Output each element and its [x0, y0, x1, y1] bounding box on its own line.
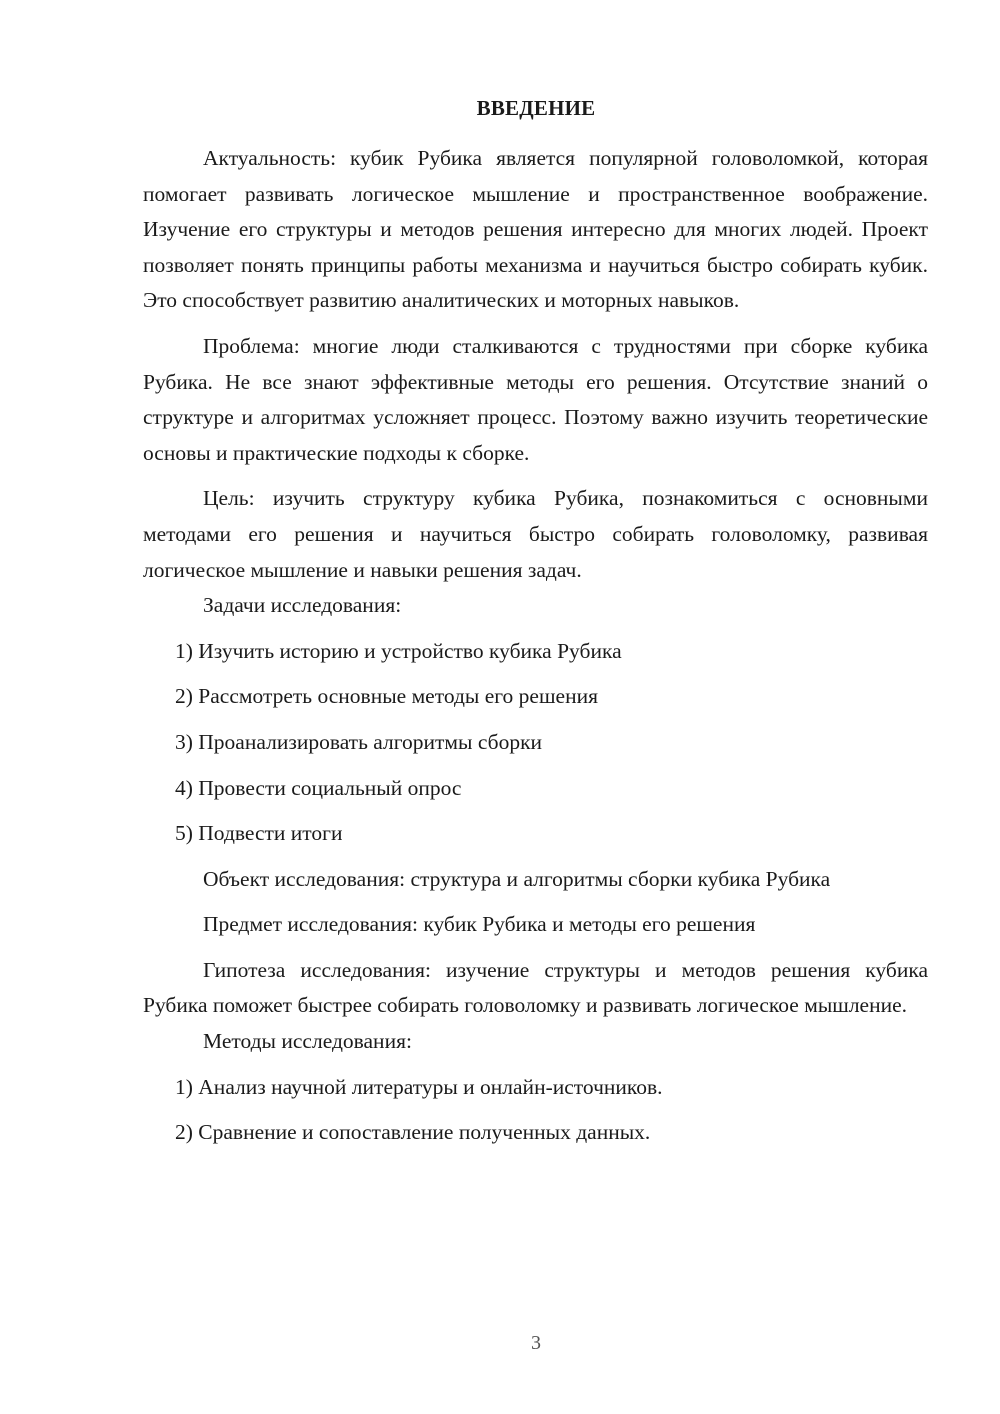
tasks-heading: Задачи исследования:: [203, 593, 402, 618]
task-item-2: 2) Рассмотреть основные методы его решения: [175, 684, 598, 709]
method-item-2: 2) Сравнение и сопоставление полученных данных.: [175, 1120, 651, 1145]
section-title: ВВЕДЕНИЕ: [476, 96, 596, 120]
task-item-5: 5) Подвести итоги: [175, 821, 343, 846]
methods-heading: Методы исследования:: [203, 1029, 412, 1054]
page-number: 3: [531, 1332, 541, 1354]
goal-paragraph: Цель: изучить структуру кубика Рубика, познакомиться с основными методами его решения и научиться быстро собирать головоломку, развивая логическое мышление и навыки решения задач.: [143, 486, 928, 582]
problem-paragraph: Проблема: многие люди сталкиваются с трудностями при сборке кубика Рубика. Не все знают эффективные методы его решения. Отсутствие знаний о структуре и алгоритмах усложняет процесс. Поэтому важно изучить теоретические основы и практические подходы к сборке.: [143, 333, 928, 465]
method-item-1: 1) Анализ научной литературы и онлайн-источников.: [175, 1074, 663, 1099]
task-item-4: 4) Провести социальный опрос: [175, 775, 462, 800]
relevance-paragraph: Актуальность: кубик Рубика является популярной головоломкой, которая помогает развивать логическое мышление и пространственное воображение. Изучение его структуры и методов решения интересно для многих людей. Проект позволяет понять принципы работы механизма и научиться быстро собирать кубик. Это способствует развитию аналитических и моторных навыков.: [143, 146, 928, 313]
subject-paragraph: Предмет исследования: кубик Рубика и методы его решения: [203, 912, 756, 937]
document-body: [143, 141, 928, 1151]
task-item-3: 3) Проанализировать алгоритмы сборки: [175, 729, 543, 754]
task-item-1: 1) Изучить историю и устройство кубика Рубика: [175, 638, 622, 663]
object-paragraph: Объект исследования: структура и алгоритмы сборки кубика Рубика: [203, 866, 831, 891]
hypothesis-paragraph: Гипотеза исследования: изучение структуры и методов решения кубика Рубика поможет быстрее собирать головоломку и развивать логическое мышление.: [143, 957, 928, 1018]
